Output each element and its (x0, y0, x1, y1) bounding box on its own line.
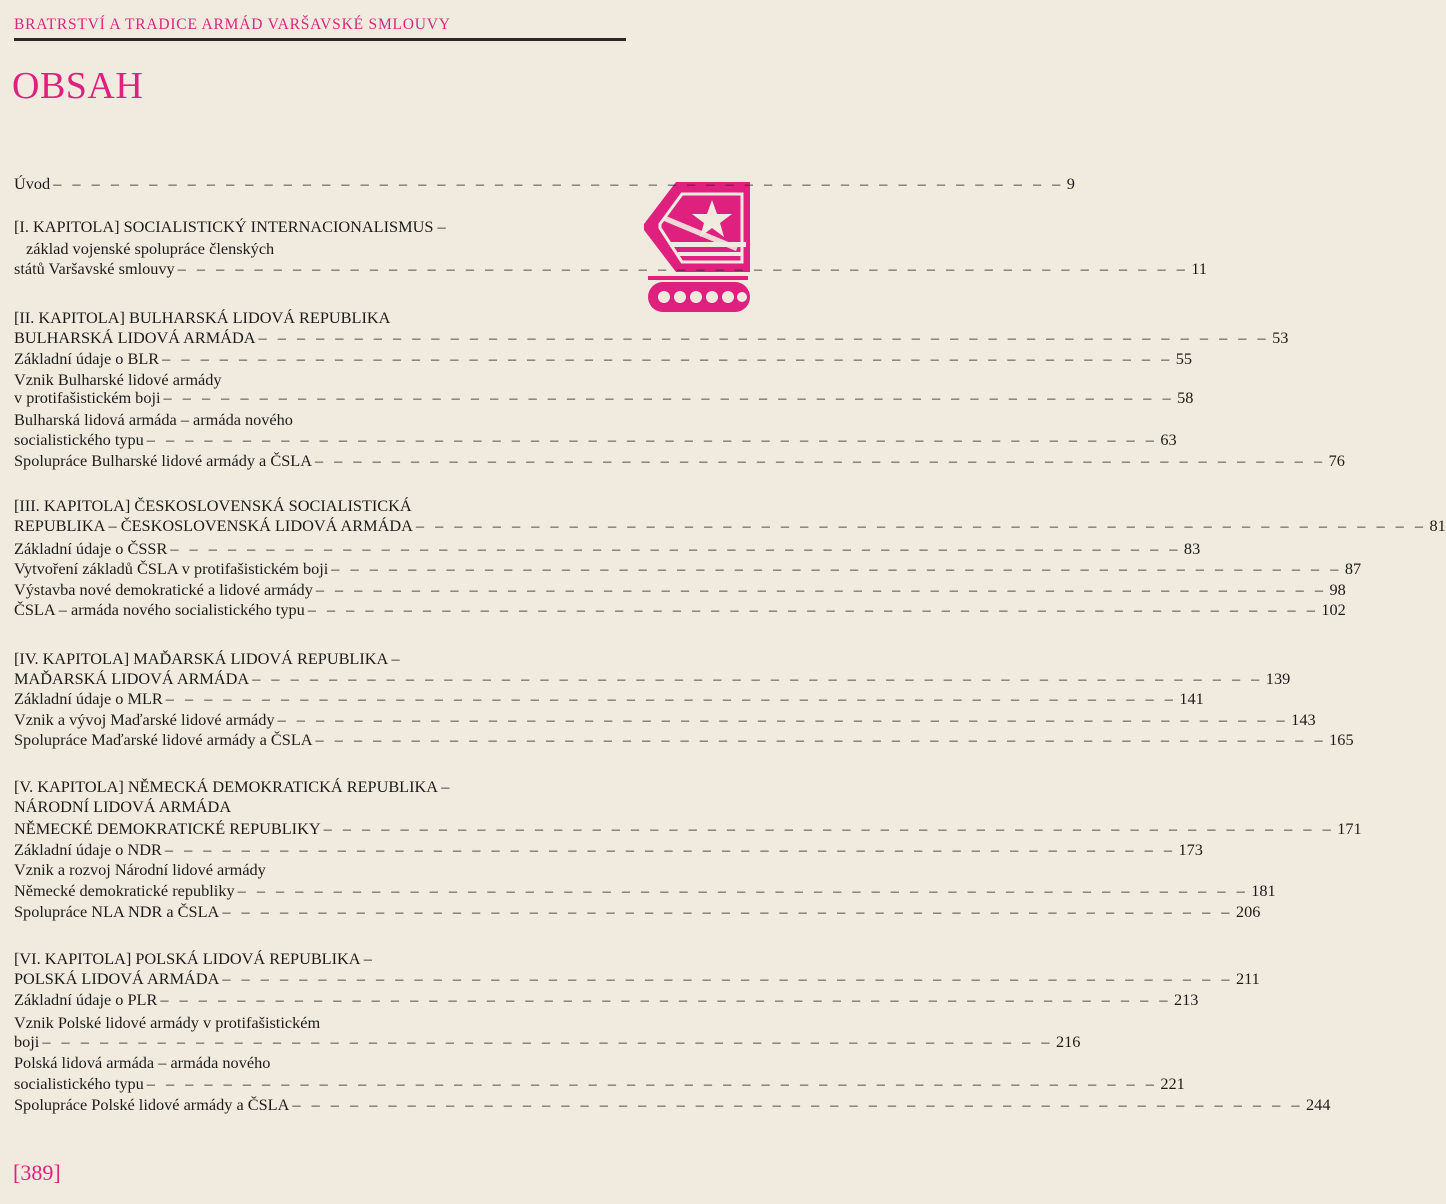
toc-entry-title: Polská lidová armáda – armáda nového (14, 1053, 271, 1072)
toc-entry-title: NÁRODNÍ LIDOVÁ ARMÁDA (14, 797, 232, 816)
toc-entry-page: 173 (1178, 840, 1203, 859)
toc-entry-title: [I. KAPITOLA] SOCIALISTICKÝ INTERNACIONALISMUS – (14, 217, 446, 236)
toc-entry (14, 990, 1199, 1009)
toc-entry (14, 689, 1204, 708)
toc-entry (14, 650, 628, 668)
toc-entry (14, 388, 1194, 407)
toc-entry-page: 87 (1344, 559, 1362, 578)
toc-entry-title: Vznik Bulharské lidové armády (14, 370, 222, 389)
toc-entry-title: Základní údaje o PLR (14, 990, 158, 1009)
toc-entry (14, 411, 628, 429)
toc-entry-title: POLSKÁ LIDOVÁ ARMÁDA (14, 969, 220, 988)
toc-leader-dashes: – – – – – – – – – – – – – – – – – – – – – – – – – – – – – – – – – – – – – – – – – – – – – – – – – – – – – (42, 1032, 1053, 1051)
toc-entry-title: Spolupráce Bulharské lidové armády a ČSLA (14, 451, 312, 470)
toc-entry-title: základ vojenské spolupráce členských (26, 239, 275, 258)
toc-leader-dashes: – – – – – – – – – – – – – – – – – – – – – – – – – – – – – – – – – – – – – – – – – – – – – – – – – – – – – (315, 730, 1327, 749)
toc-entry-page: 139 (1265, 669, 1291, 688)
header-rule (14, 38, 626, 41)
toc-entry-page: 81 (1429, 516, 1446, 535)
toc-entry (14, 778, 628, 796)
toc-entry-title: Vznik a vývoj Maďarské lidové armády (14, 710, 275, 729)
page-number: [389] (13, 1160, 61, 1185)
toc-leader-dashes: – – – – – – – – – – – – – – – – – – – – – – – – – – – – – – – – – – – – – – – – – – – – – – – – – – – – – (222, 902, 1233, 921)
toc-entry-page: 143 (1291, 710, 1316, 729)
toc-entry-title: Vytvoření základů ČSLA v protifašistickém boji (14, 559, 329, 578)
toc-leader-dashes: – – – – – – – – – – – – – – – – – – – – – – – – – – – – – – – – – – – – – – – – – – – – – – – – – – – – – (323, 819, 1335, 838)
toc-entry (14, 539, 1201, 558)
toc-entry-title: Spolupráce NLA NDR a ČSLA (14, 902, 220, 921)
toc-entry (14, 1032, 1081, 1051)
toc-entry-title: [II. KAPITOLA] BULHARSKÁ LIDOVÁ REPUBLIKA (14, 308, 391, 327)
toc-entry (14, 174, 1075, 193)
toc-entry (14, 516, 1446, 535)
toc-entry (14, 1014, 628, 1032)
toc-entry-page: 216 (1055, 1032, 1081, 1051)
toc-leader-dashes: – – – – – – – – – – – – – – – – – – – – – – – – – – – – – – – – – – – – – – – – – – – – – – – – – – – – – (277, 710, 1289, 729)
toc-entry (14, 497, 628, 515)
toc-entry-page: 76 (1328, 451, 1345, 470)
toc-entry-page: 181 (1251, 881, 1276, 900)
toc-entry-title: Základní údaje o NDR (14, 840, 162, 859)
toc-entry-page: 165 (1329, 730, 1354, 749)
page-title: OBSAH (12, 65, 144, 107)
toc-entry-title: socialistického typu (14, 1074, 144, 1093)
toc-entry-title: států Varšavské smlouvy (14, 259, 175, 278)
toc-leader-dashes: – – – – – – – – – – – – – – – – – – – – – – – – – – – – – – – – – – – – – – – – – – – – – – – – – – – – – (292, 1095, 1303, 1114)
toc-entry-title: [V. KAPITOLA] NĚMECKÁ DEMOKRATICKÁ REPUBLIKA – (14, 777, 450, 796)
toc-entry-title: Německé demokratické republiky (14, 881, 235, 900)
toc-entry-page: 9 (1066, 174, 1075, 193)
toc-entry-page: 63 (1160, 430, 1177, 449)
toc-entry-title: socialistického typu (14, 430, 144, 449)
toc-leader-dashes: – – – – – – – – – – – – – – – – – – – – – – – – – – – – – – – – – – – – – – – – – – – – – – – – – – – – – (165, 689, 1177, 708)
toc-entry-title: boji (14, 1032, 40, 1051)
toc-entry (14, 371, 628, 389)
toc-entry (14, 1054, 628, 1072)
toc-entry-page: 221 (1160, 1074, 1185, 1093)
toc-entry (14, 430, 1177, 449)
toc-entry-title: Vznik a rozvoj Národní lidové armády (14, 860, 266, 879)
toc-entry-title: ČSLA – armáda nového socialistického typu (14, 600, 305, 619)
toc-entry (14, 1074, 1185, 1093)
toc-leader-dashes: – – – – – – – – – – – – – – – – – – – – – – – – – – – – – – – – – – – – – – – – – – – – – – – – – – – – – (163, 388, 1175, 407)
toc-entry-page: 171 (1337, 819, 1362, 838)
toc-entry (14, 819, 1362, 838)
toc-leader-dashes: – – – – – – – – – – – – – – – – – – – – – – – – – – – – – – – – – – – – – – – – – – – – – – – – – – – – – (258, 328, 1270, 347)
toc-entry-page: 83 (1183, 539, 1201, 558)
toc-leader-dashes: – – – – – – – – – – – – – – – – – – – – – – – – – – – – – – – – – – – – – – – – – – – – – – – – – – – – – (170, 539, 1181, 558)
toc-entry-page: 55 (1175, 349, 1193, 368)
toc-leader-dashes: – – – – – – – – – – – – – – – – – – – – – – – – – – – – – – – – – – – – – – – – – – – – – – – – – – – – – (415, 516, 1427, 535)
toc-leader-dashes: – – – – – – – – – – – – – – – – – – – – – – – – – – – – – – – – – – – – – – – – – – – – – – – – – – – – – (314, 451, 1326, 470)
toc-leader-dashes: – – – – – – – – – – – – – – – – – – – – – – – – – – – – – – – – – – – – – – – – – – – – – – – – – – – – – (315, 580, 1327, 599)
toc-entry (14, 902, 1261, 921)
toc-entry (14, 259, 1207, 278)
toc-leader-dashes: – – – – – – – – – – – – – – – – – – – – – – – – – – – – – – – – – – – – – – – – – – – – – – – – – – – – – (53, 174, 1064, 193)
toc-entry-title: Základní údaje o BLR (14, 349, 160, 368)
toc-entry-title: NĚMECKÉ DEMOKRATICKÉ REPUBLIKY (14, 819, 321, 838)
toc-entry-title: [III. KAPITOLA] ČESKOSLOVENSKÁ SOCIALISTICKÁ (14, 496, 412, 515)
toc-entry (14, 881, 1276, 900)
toc-entry-page: 206 (1235, 902, 1261, 921)
toc-entry-page: 58 (1177, 388, 1194, 407)
toc-entry (14, 580, 1346, 599)
tank-with-star-emblem-icon (642, 176, 750, 316)
toc-leader-dashes: – – – – – – – – – – – – – – – – – – – – – – – – – – – – – – – – – – – – – – – – – – – – – – – – – – – – – (160, 990, 1171, 1009)
toc-leader-dashes: – – – – – – – – – – – – – – – – – – – – – – – – – – – – – – – – – – – – – – – – – – – – – – – – – – – – – (164, 840, 1176, 859)
toc-entry (14, 240, 640, 258)
toc-entry-title: Základní údaje o ČSSR (14, 539, 168, 558)
toc-entry-title: Základní údaje o MLR (14, 689, 163, 708)
toc-entry-title: v protifašistickém boji (14, 388, 161, 407)
toc-entry (14, 349, 1193, 368)
toc-entry-page: 141 (1179, 689, 1204, 708)
toc-entry (14, 710, 1316, 729)
toc-entry-title: Vznik Polské lidové armády v protifašistickém (14, 1013, 321, 1032)
toc-entry (14, 559, 1362, 578)
toc-entry-title: REPUBLIKA – ČESKOSLOVENSKÁ LIDOVÁ ARMÁDA (14, 516, 413, 535)
toc-entry-page: 53 (1272, 328, 1289, 347)
toc-entry-page: 211 (1235, 969, 1260, 988)
toc-entry (14, 309, 628, 327)
toc-entry (14, 861, 628, 879)
toc-leader-dashes: – – – – – – – – – – – – – – – – – – – – – – – – – – – – – – – – – – – – – – – – – – – – – – – – – – – – – (331, 559, 1342, 578)
toc-entry (14, 218, 628, 236)
toc-entry-page: 98 (1329, 580, 1346, 599)
toc-entry-title: Spolupráce Polské lidové armády a ČSLA (14, 1095, 290, 1114)
toc-entry (14, 669, 1291, 688)
toc-leader-dashes: – – – – – – – – – – – – – – – – – – – – – – – – – – – – – – – – – – – – – – – – – – – – – – – – – – – – – (162, 349, 1173, 368)
toc-entry (14, 950, 628, 968)
running-header: BRATRSTVÍ A TRADICE ARMÁD VARŠAVSKÉ SMLOUVY (14, 16, 451, 33)
toc-entry-title: Úvod (14, 174, 51, 193)
toc-entry-title: [IV. KAPITOLA] MAĎARSKÁ LIDOVÁ REPUBLIKA – (14, 649, 400, 668)
toc-entry-title: [VI. KAPITOLA] POLSKÁ LIDOVÁ REPUBLIKA – (14, 949, 372, 968)
toc-leader-dashes: – – – – – – – – – – – – – – – – – – – – – – – – – – – – – – – – – – – – – – – – – – – – – – – – – – – – – (146, 430, 1158, 449)
toc-entry (14, 451, 1345, 470)
toc-leader-dashes: – – – – – – – – – – – – – – – – – – – – – – – – – – – – – – – – – – – – – – – – – – – – – – – – – – – – – (252, 669, 1263, 688)
toc-entry (14, 969, 1260, 988)
toc-leader-dashes: – – – – – – – – – – – – – – – – – – – – – – – – – – – – – – – – – – – – – – – – – – – – – – – – – – – – – (237, 881, 1249, 900)
toc-entry (14, 1095, 1331, 1114)
toc-entry (14, 328, 1289, 347)
toc-leader-dashes: – – – – – – – – – – – – – – – – – – – – – – – – – – – – – – – – – – – – – – – – – – – – – – – – – – – – – (222, 969, 1233, 988)
toc-entry-page: 213 (1173, 990, 1199, 1009)
toc-leader-dashes: – – – – – – – – – – – – – – – – – – – – – – – – – – – – – – – – – – – – – – – – – – – – – – – – – – – – – (307, 600, 1319, 619)
toc-entry (14, 600, 1346, 619)
toc-leader-dashes: – – – – – – – – – – – – – – – – – – – – – – – – – – – – – – – – – – – – – – – – – – – – – – – – – – – – – (146, 1074, 1158, 1093)
toc-entry-title: BULHARSKÁ LIDOVÁ ARMÁDA (14, 328, 256, 347)
toc-entry-title: Spolupráce Maďarské lidové armády a ČSLA (14, 730, 313, 749)
toc-entry-page: 11 (1191, 259, 1207, 278)
toc-entry-title: Výstavba nové demokratické a lidové armády (14, 580, 313, 599)
toc-entry-page: 244 (1305, 1095, 1331, 1114)
toc-entry (14, 730, 1354, 749)
toc-entry-title: Bulharská lidová armáda – armáda nového (14, 410, 293, 429)
toc-entry-page: 102 (1321, 600, 1346, 619)
toc-entry-title: MAĎARSKÁ LIDOVÁ ARMÁDA (14, 669, 250, 688)
toc-entry (14, 840, 1203, 859)
toc-entry (14, 798, 628, 816)
toc-leader-dashes: – – – – – – – – – – – – – – – – – – – – – – – – – – – – – – – – – – – – – – – – – – – – – – – – – – – – – (177, 259, 1189, 278)
